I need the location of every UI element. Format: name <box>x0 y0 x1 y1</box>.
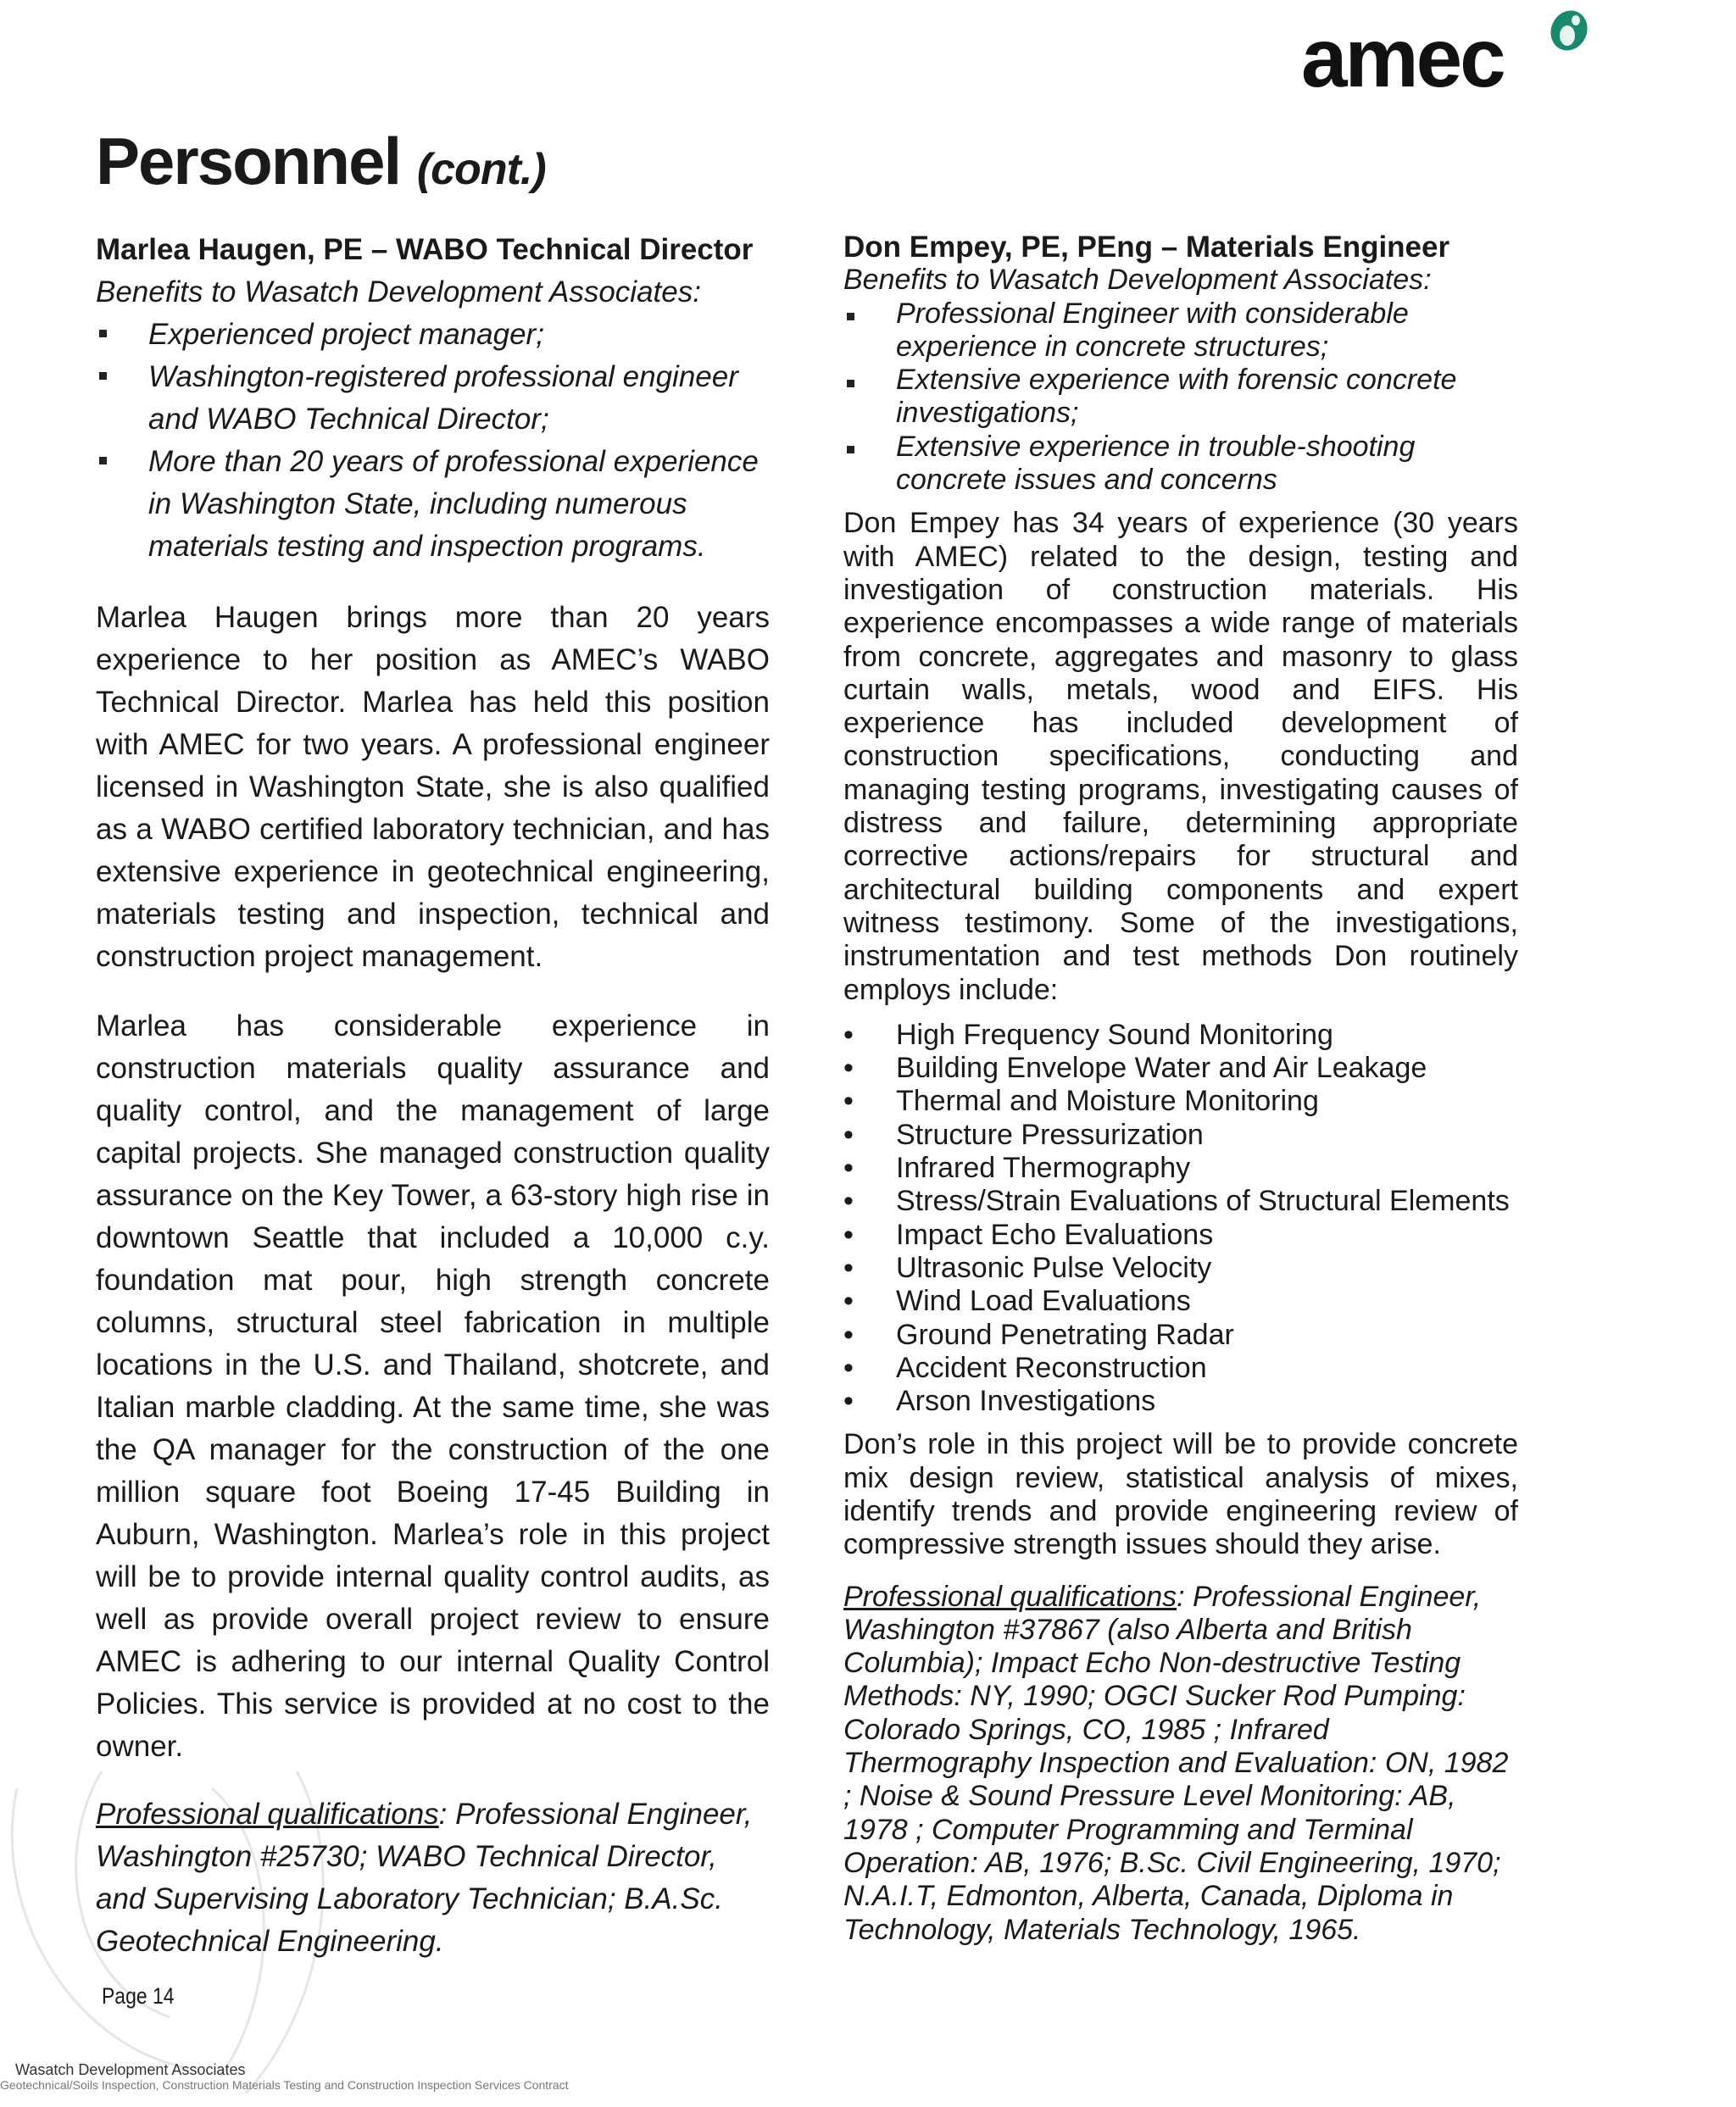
list-item: Extensive experience in trouble-shooting concrete issues and concerns <box>843 431 1518 498</box>
person-heading: Marlea Haugen, PE – WABO Technical Director <box>96 233 754 266</box>
footer-company: Wasatch Development Associates <box>15 2061 246 2078</box>
left-column <box>96 229 770 1963</box>
footer-contract: Geotechnical/Soils Inspection, Construction Materials Testing and Construction Inspection Services Contract <box>0 2078 569 2092</box>
list-item: More than 20 years of professional experience in Washington State, including numerous materials testing and inspection programs. <box>96 441 770 568</box>
list-item: • Ground Penetrating Radar <box>843 1319 1518 1352</box>
list-item: • Stress/Strain Evaluations of Structural Elements <box>843 1185 1518 1218</box>
list-item: Professional Engineer with considerable experience in concrete structures; <box>843 297 1518 364</box>
list-item: • Building Envelope Water and Air Leakage <box>843 1052 1518 1085</box>
page-title: Personnel (cont.) <box>96 124 546 198</box>
role-paragraph: Don’s role in this project will be to provide concrete mix design review, statistical analysis of mixes, identify trends and provide engineering review of compressive strength issues should they arise. <box>843 1428 1518 1561</box>
list-item: • Arson Investigations <box>843 1385 1518 1418</box>
list-item: • High Frequency Sound Monitoring <box>843 1019 1518 1052</box>
list-item: • Accident Reconstruction <box>843 1352 1518 1385</box>
qualifications: Professional qualifications: Professional Engineer, Washington #37867 (also Alberta and British Columbia); Impact Echo Non-destructive Testing Methods: NY, 1990; OGCI Sucker Rod Pumping: Colorado Springs, CO, 1985 ; Infrared Thermography Inspection and Evaluation: ON, 1982 ; Noise & Sound Pressure Level Monitoring: AB, 1978 ; Computer Programming and Terminal Operation: AB, 1976; B.Sc. Civil Engineering, 1970; N.A.I.T, Edmonton, Alberta, Canada, Diploma in Technology, Materials Technology, 1965. <box>843 1580 1509 1946</box>
benefits-list <box>843 297 1518 498</box>
list-item: • Ultrasonic Pulse Velocity <box>843 1252 1518 1285</box>
bio-paragraph: Marlea Haugen brings more than 20 years experience to her position as AMEC’s WABO Technical Director. Marlea has held this position with AMEC for two years. A professional engineer licensed in Washington State, she is also qualified as a WABO certified laboratory technician, and has extensive experience in geotechnical engineering, materials testing and inspection, technical and construction project management. <box>96 601 770 973</box>
amec-logo <box>1301 7 1581 104</box>
list-item: Extensive experience with forensic concrete investigations; <box>843 364 1518 431</box>
bio-paragraph: Don Empey has 34 years of experience (30 years with AMEC) related to the design, testing and investigation of construction materials. His experience encompasses a wide range of materials from concrete, aggregates and masonry to glass curtain walls, metals, wood and EIFS. His experience has included development of construction specifications, conducting and managing testing programs, investigating causes of distress and failure, determining appropriate corrective actions/repairs for structural and architectural building components and expert witness testimony. Some of the investigations, instrumentation and test methods Don routinely employs include: <box>843 507 1518 1006</box>
list-item: Washington-registered professional engineer and WABO Technical Director; <box>96 356 770 441</box>
list-item: • Impact Echo Evaluations <box>843 1219 1518 1252</box>
right-column <box>843 231 1518 1947</box>
logo-text: amec <box>1301 11 1504 104</box>
list-item: • Structure Pressurization <box>843 1119 1518 1152</box>
person-heading: Don Empey, PE, PEng – Materials Engineer <box>843 231 1450 264</box>
list-item: • Infrared Thermography <box>843 1152 1518 1185</box>
list-item: Experienced project manager; <box>96 314 770 356</box>
logo-globe-icon <box>1547 7 1589 58</box>
benefits-list <box>96 314 770 568</box>
page-number: Page 14 <box>102 1983 175 2009</box>
qualifications: Professional qualifications: Professional Engineer, Washington #25730; WABO Technical Director, and Supervising Laboratory Technician; B.A.Sc. Geotechnical Engineering. <box>96 1798 753 1958</box>
list-item: • Wind Load Evaluations <box>843 1285 1518 1318</box>
methods-list <box>843 1019 1518 1419</box>
list-item: • Thermal and Moisture Monitoring <box>843 1085 1518 1118</box>
benefits-subheading: Benefits to Wasatch Development Associates: <box>96 275 701 309</box>
benefits-subheading: Benefits to Wasatch Development Associates: <box>843 264 1432 297</box>
bio-paragraph: Marlea has considerable experience in construction materials quality assurance and quality control, and the management of large capital projects. She managed construction quality assurance on the Key Tower, a 63-story high rise in downtown Seattle that included a 10,000 c.y. foundation mat pour, high strength concrete columns, structural steel fabrication in multiple locations in the U.S. and Thailand, shotcrete, and Italian marble cladding. At the same time, she was the QA manager for the construction of the one million square foot Boeing 17-45 Building in Auburn, Washington. Marlea’s role in this project will be to provide internal quality control audits, as well as provide overall project review to ensure AMEC is adhering to our internal Quality Control Policies. This service is provided at no cost to the owner. <box>96 1009 770 1763</box>
